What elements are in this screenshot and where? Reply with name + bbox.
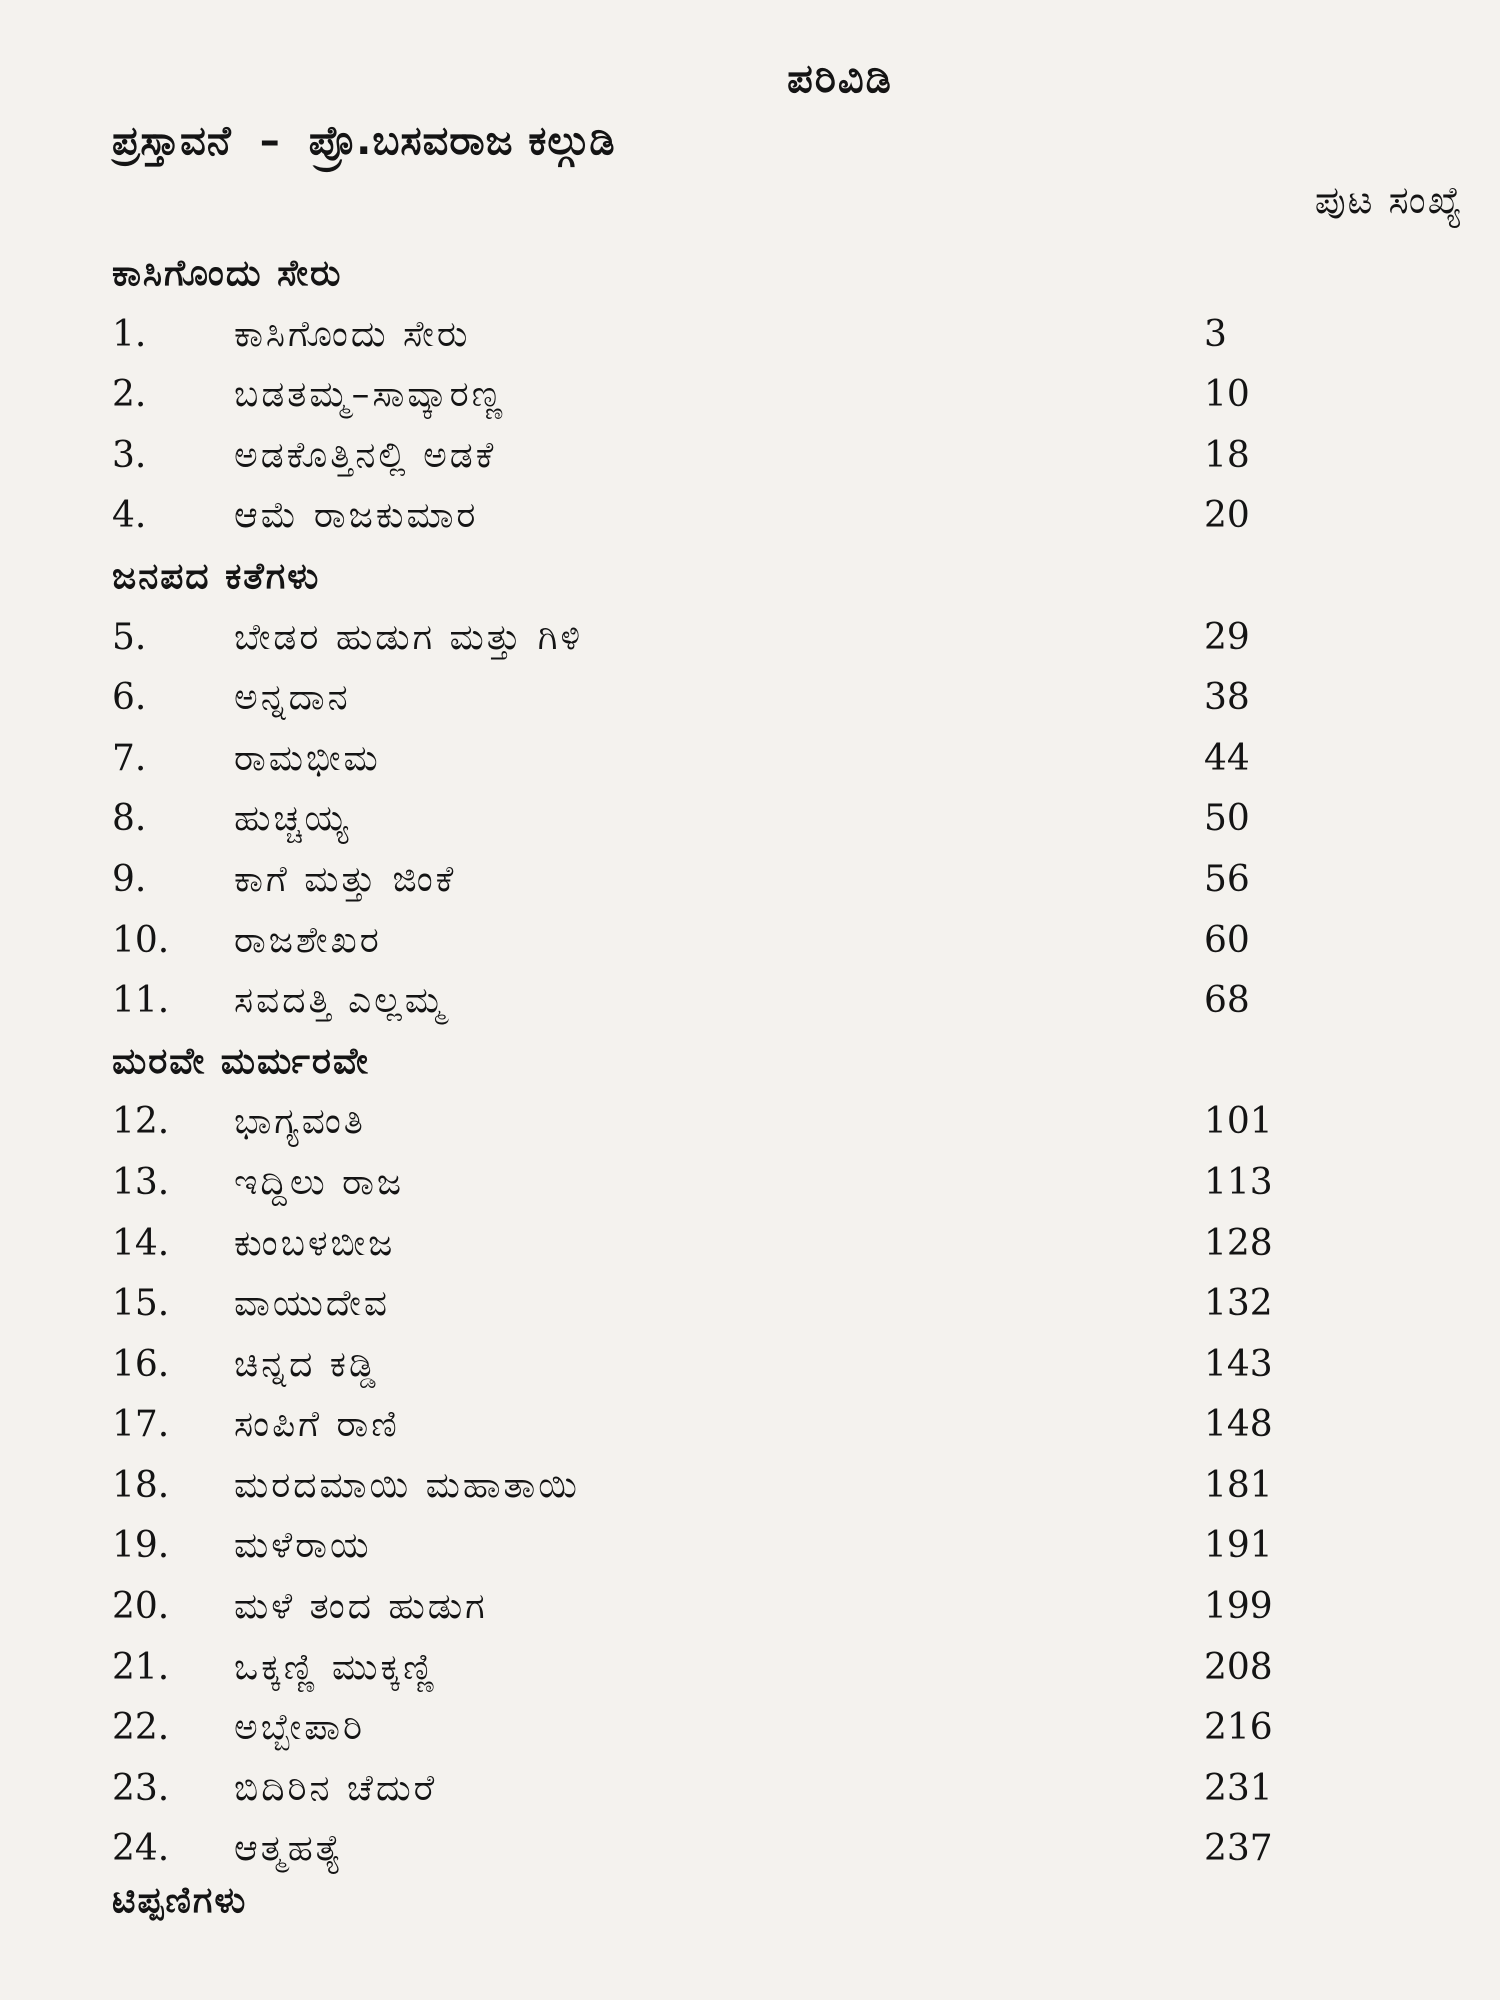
entry-page: 56 <box>1204 858 1250 900</box>
entry-title: ಭಾಗ್ಯವಂತಿ <box>234 1101 366 1143</box>
preface-label: ಪ್ರಸ್ತಾವನೆ <box>112 118 232 164</box>
toc-entry <box>112 850 1362 911</box>
entry-number: 21. <box>112 1646 170 1688</box>
entry-number: 18. <box>112 1464 170 1506</box>
entry-number: 23. <box>112 1767 170 1809</box>
entry-title: ಚಿನ್ನದ ಕಡ್ಡಿ <box>234 1343 379 1385</box>
toc-entry <box>112 729 1362 790</box>
toc-entry <box>112 1516 1362 1577</box>
section-heading-row <box>112 1032 1362 1093</box>
entry-number: 5. <box>112 616 147 658</box>
entry-page: 231 <box>1204 1767 1273 1809</box>
entry-title: ಅಡಕೊತ್ತಿನಲ್ಲಿ ಅಡಕೆ <box>234 434 497 476</box>
entry-page: 44 <box>1204 737 1250 779</box>
entry-title: ಕಾಸಿಗೊಂದು ಸೇರು <box>234 313 471 355</box>
entry-title: ಮರದಮಾಯಿ ಮಹಾತಾಯಿ <box>234 1464 580 1506</box>
entry-page: 199 <box>1204 1586 1273 1628</box>
entry-number: 19. <box>112 1525 170 1567</box>
toc-entry <box>112 608 1362 669</box>
entry-page: 216 <box>1204 1707 1273 1749</box>
entry-title: ಅಬ್ಬೇಪಾರಿ <box>234 1707 366 1749</box>
entry-number: 24. <box>112 1828 170 1870</box>
entry-title: ಬಿದಿರಿನ ಚೆದುರೆ <box>234 1767 438 1809</box>
toc-entry <box>112 486 1362 547</box>
entry-number: 12. <box>112 1101 170 1143</box>
entry-page: 132 <box>1204 1283 1273 1325</box>
entry-title: ರಾಮಭೀಮ <box>234 737 381 779</box>
entry-page: 101 <box>1204 1101 1273 1143</box>
entry-number: 8. <box>112 798 147 840</box>
entry-number: 20. <box>112 1586 170 1628</box>
toc-entry <box>112 1759 1362 1820</box>
section-title: ಕಾಸಿಗೊಂದು ಸೇರು <box>112 253 343 294</box>
toc-entry <box>112 668 1362 729</box>
toc-entry <box>112 1214 1362 1275</box>
toc-entry <box>112 1153 1362 1214</box>
entry-title: ಕುಂಬಳಬೀಜ <box>234 1222 396 1264</box>
entry-page: 68 <box>1204 980 1250 1022</box>
toc-entry <box>112 971 1362 1032</box>
entry-title: ವಾಯುದೇವ <box>234 1283 391 1325</box>
entry-page: 113 <box>1204 1161 1273 1203</box>
section-heading-row <box>112 244 1362 305</box>
entry-page: 18 <box>1204 434 1250 476</box>
entry-page: 20 <box>1204 495 1250 537</box>
entry-title: ಹುಚ್ಚಯ್ಯ <box>234 798 352 840</box>
entry-number: 22. <box>112 1707 170 1749</box>
entry-number: 10. <box>112 919 170 961</box>
toc-entry <box>112 1577 1362 1638</box>
preface-dash: – <box>259 118 281 164</box>
entry-title: ಕಾಗೆ ಮತ್ತು ಜಿಂಕೆ <box>234 858 457 900</box>
contents-list <box>112 244 1362 1880</box>
entry-title: ಬೇಡರ ಹುಡುಗ ಮತ್ತು ಗಿಳಿ <box>234 616 584 658</box>
entry-title: ಮಳೆ ತಂದ ಹುಡುಗ <box>234 1586 488 1628</box>
entry-title: ಮಳೆರಾಯ <box>234 1525 372 1567</box>
entry-number: 11. <box>112 980 170 1022</box>
entry-page: 237 <box>1204 1828 1273 1870</box>
entry-title: ಇದ್ದಿಲು ರಾಜ <box>234 1161 405 1203</box>
entry-page: 38 <box>1204 677 1250 719</box>
notes-heading: ಟಿಪ್ಪಣಿಗಳು <box>112 1880 248 1921</box>
entry-page: 181 <box>1204 1464 1273 1506</box>
toc-entry <box>112 1092 1362 1153</box>
preface-line <box>112 118 616 164</box>
entry-page: 29 <box>1204 616 1250 658</box>
entry-title: ಅನ್ನದಾನ <box>234 677 351 719</box>
toc-entry <box>112 426 1362 487</box>
entry-title: ಆತ್ಮಹತ್ಯೆ <box>234 1828 345 1870</box>
entry-page: 143 <box>1204 1343 1273 1385</box>
entry-title: ಒಕ್ಕಣ್ಣಿ ಮುಕ್ಕಣ್ಣಿ <box>234 1646 437 1688</box>
toc-entry <box>112 1698 1362 1759</box>
section-heading-row <box>112 547 1362 608</box>
entry-number: 7. <box>112 737 147 779</box>
entry-page: 3 <box>1204 313 1227 355</box>
toc-entry <box>112 1274 1362 1335</box>
entry-number: 2. <box>112 374 147 416</box>
entry-page: 191 <box>1204 1525 1273 1567</box>
toc-entry <box>112 911 1362 972</box>
section-title: ಜನಪದ ಕತೆಗಳು <box>112 555 321 597</box>
entry-number: 1. <box>112 313 147 355</box>
entry-page: 208 <box>1204 1646 1273 1688</box>
toc-entry <box>112 305 1362 366</box>
entry-number: 4. <box>112 495 147 537</box>
entry-title: ಸವದತ್ತಿ ಎಲ್ಲಮ್ಮ <box>234 980 447 1022</box>
page-number-column-header: ಪುಟ ಸಂಖ್ಯೆ <box>1314 178 1464 222</box>
entry-number: 6. <box>112 677 147 719</box>
entry-number: 3. <box>112 434 147 476</box>
section-title: ಮರವೇ ಮರ್ಮರವೇ <box>112 1040 370 1082</box>
toc-entry <box>112 1819 1362 1880</box>
entry-page: 50 <box>1204 798 1250 840</box>
toc-entry <box>112 1638 1362 1699</box>
entry-number: 15. <box>112 1283 170 1325</box>
toc-entry <box>112 789 1362 850</box>
entry-number: 14. <box>112 1222 170 1264</box>
entry-page: 128 <box>1204 1222 1273 1264</box>
page-title: ಪರಿವಿಡಿ <box>787 56 893 102</box>
entry-number: 9. <box>112 858 147 900</box>
entry-title: ಆಮೆ ರಾಜಕುಮಾರ <box>234 495 479 537</box>
entry-number: 17. <box>112 1404 170 1446</box>
entry-title: ರಾಜಶೇಖರ <box>234 919 382 961</box>
entry-page: 10 <box>1204 374 1250 416</box>
entry-number: 13. <box>112 1161 170 1203</box>
toc-entry <box>112 1456 1362 1517</box>
toc-entry <box>112 1335 1362 1396</box>
toc-entry <box>112 1395 1362 1456</box>
entry-title: ಬಡತಮ್ಮ–ಸಾವ್ಕಾರಣ್ಣ <box>234 374 506 416</box>
preface-author: ಪ್ರೊ.ಬಸವರಾಜ ಕಲ್ಗುಡಿ <box>308 118 616 164</box>
entry-number: 16. <box>112 1343 170 1385</box>
entry-title: ಸಂಪಿಗೆ ರಾಣಿ <box>234 1404 400 1446</box>
entry-page: 60 <box>1204 919 1250 961</box>
entry-page: 148 <box>1204 1404 1273 1446</box>
toc-entry <box>112 365 1362 426</box>
